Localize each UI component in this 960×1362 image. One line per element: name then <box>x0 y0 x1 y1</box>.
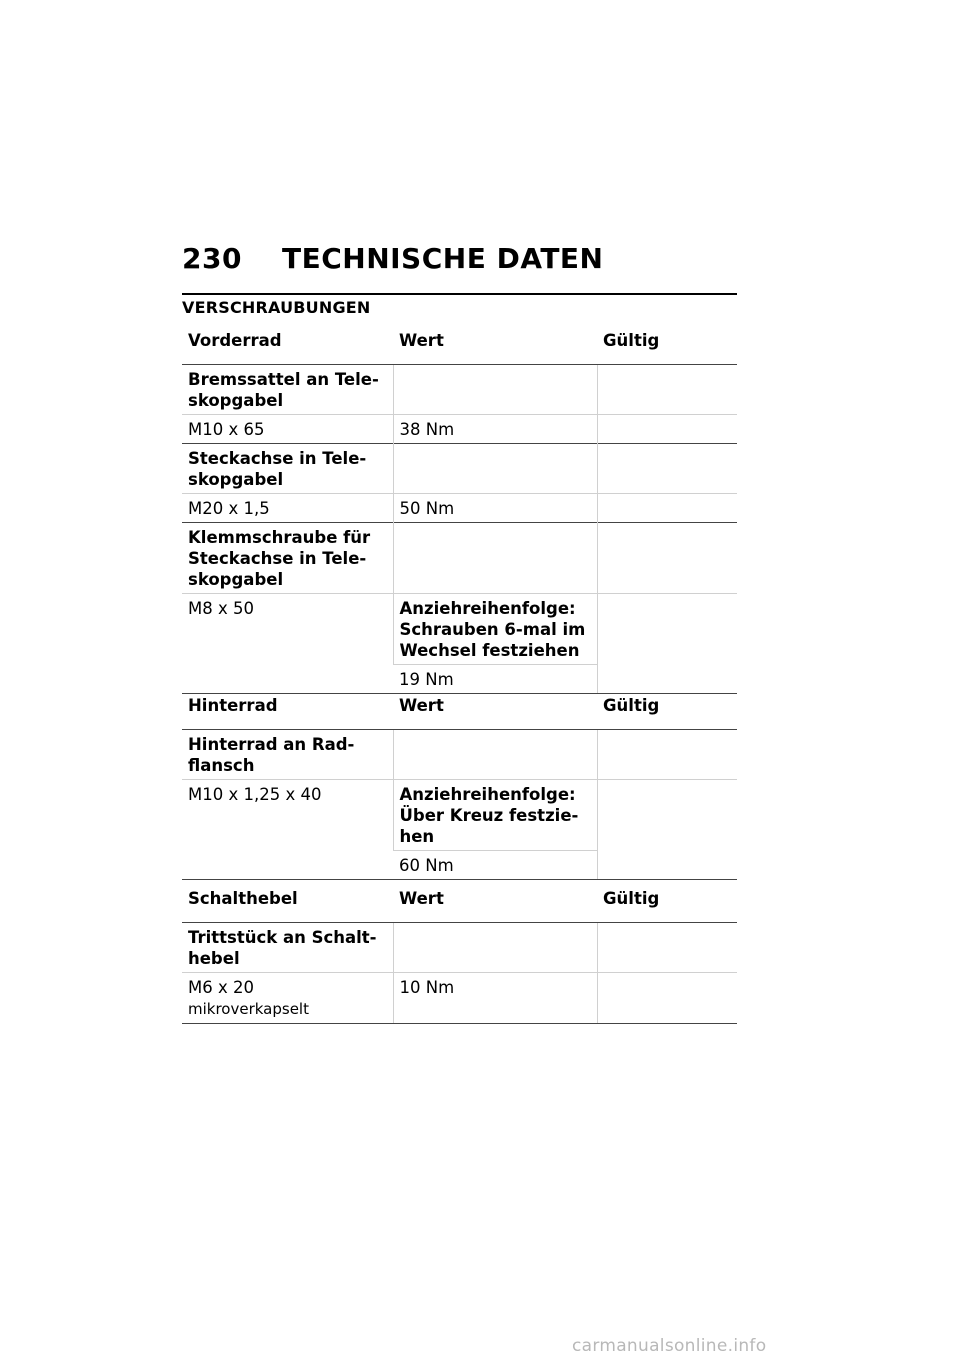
valid-cell <box>597 494 737 523</box>
column-header: Gültig <box>597 876 737 923</box>
section-title: VERSCHRAUBUNGEN <box>182 298 371 317</box>
table-header-row <box>182 876 737 923</box>
valid-cell <box>597 923 737 973</box>
torque-value: 60 Nm <box>393 851 597 880</box>
thread-size: M20 x 1,5 <box>182 494 393 523</box>
valid-cell <box>597 594 737 694</box>
thread-size: M6 x 20 mikroverkapselt <box>182 973 393 1024</box>
thread-size: M10 x 65 <box>182 415 393 444</box>
table-row <box>182 923 737 973</box>
table-header-row <box>182 683 737 730</box>
valid-cell <box>597 973 737 1024</box>
column-header: Schalthebel <box>182 876 393 923</box>
column-header: Wert <box>393 876 597 923</box>
value-cell <box>393 365 597 415</box>
fastener-name: Hinterrad an Rad- flansch <box>182 730 393 780</box>
valid-cell <box>597 444 737 494</box>
table-row <box>182 415 737 444</box>
value-cell <box>393 923 597 973</box>
chapter-title: TECHNISCHE DATEN <box>282 242 604 275</box>
value-cell <box>393 444 597 494</box>
table-row <box>182 523 737 594</box>
valid-cell <box>597 365 737 415</box>
table-row <box>182 494 737 523</box>
column-header: Vorderrad <box>182 318 393 365</box>
valid-cell <box>597 523 737 594</box>
table-header-row <box>182 318 737 365</box>
valid-cell <box>597 730 737 780</box>
fastener-name: Bremssattel an Tele- skopgabel <box>182 365 393 415</box>
fastener-name: Steckachse in Tele- skopgabel <box>182 444 393 494</box>
watermark: carmanualsonline.info <box>572 1336 767 1356</box>
thread-size: M8 x 50 <box>182 594 393 694</box>
table-schalthebel <box>182 876 737 1024</box>
fastener-name: Trittstück an Schalt- hebel <box>182 923 393 973</box>
table-hinterrad <box>182 683 737 880</box>
torque-value: 50 Nm <box>393 494 597 523</box>
torque-value: 38 Nm <box>393 415 597 444</box>
column-header: Wert <box>393 318 597 365</box>
table-row <box>182 780 737 851</box>
value-cell <box>393 523 597 594</box>
column-header: Hinterrad <box>182 683 393 730</box>
column-header: Wert <box>393 683 597 730</box>
table-row <box>182 365 737 415</box>
tightening-note: Anziehreihenfolge: Schrauben 6-mal im Wechsel festziehen <box>393 594 597 665</box>
table-vorderrad <box>182 318 737 694</box>
valid-cell <box>597 780 737 880</box>
column-header: Gültig <box>597 683 737 730</box>
page-number: 230 <box>182 242 242 275</box>
torque-value: 19 Nm <box>393 665 597 694</box>
table-row <box>182 444 737 494</box>
tightening-note: Anziehreihenfolge: Über Kreuz festzie- hen <box>393 780 597 851</box>
valid-cell <box>597 415 737 444</box>
table-row <box>182 730 737 780</box>
value-cell <box>393 730 597 780</box>
column-header: Gültig <box>597 318 737 365</box>
page-header <box>182 242 737 275</box>
table-row <box>182 594 737 665</box>
header-rule <box>182 293 737 295</box>
fastener-name: Klemmschraube für Steckachse in Tele- skopgabel <box>182 523 393 594</box>
torque-value: 10 Nm <box>393 973 597 1024</box>
thread-size: M10 x 1,25 x 40 <box>182 780 393 880</box>
table-row <box>182 973 737 1024</box>
